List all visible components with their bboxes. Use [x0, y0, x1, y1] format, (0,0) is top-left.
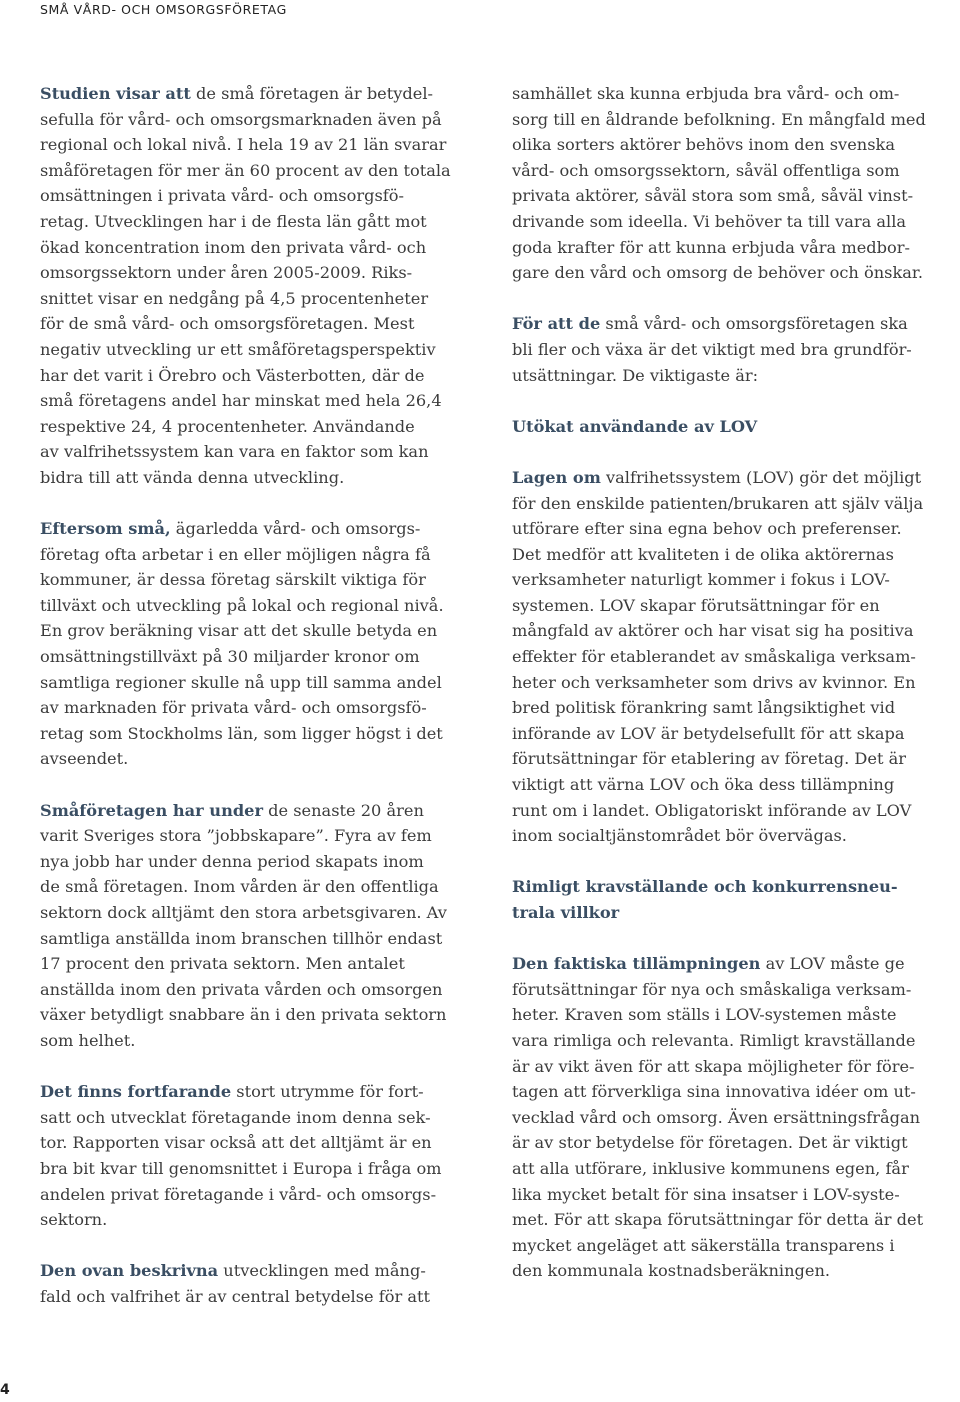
body-text: av marknaden för privata vård- och omsorgsfö-	[40, 698, 427, 718]
body-text: av valfrihetssystem kan vara en faktor som kan	[40, 442, 429, 462]
text-line	[512, 81, 960, 107]
text-line	[40, 746, 490, 772]
body-text: satt och utvecklat företagande inom denna sek-	[40, 1107, 431, 1127]
text-line	[40, 670, 490, 696]
body-text: Det medför att kvaliteten i de olika aktörernas	[512, 544, 894, 564]
text-line	[40, 158, 490, 184]
body-text: respektive 24, 4 procentenheter. Användande	[40, 416, 415, 436]
lead-in: Den faktiska tillämpningen	[512, 954, 761, 974]
text-line	[40, 1258, 490, 1284]
body-text: nya jobb har under denna period skapats inom	[40, 851, 424, 871]
text-line	[40, 823, 490, 849]
paragraph	[512, 81, 960, 286]
text-line	[512, 491, 960, 517]
body-text: heter. Kraven som ställs i LOV-systemen måste	[512, 1005, 897, 1025]
text-line	[512, 823, 960, 849]
text-line	[512, 951, 960, 977]
lead-in: Lagen om	[512, 467, 601, 487]
text-line	[40, 183, 490, 209]
text-line	[512, 772, 960, 798]
paragraph	[512, 951, 960, 1284]
lead-in: Småföretagen har under	[40, 800, 263, 820]
text-line	[512, 337, 960, 363]
body-text: stort utrymme för fort-	[231, 1082, 424, 1102]
text-line	[512, 107, 960, 133]
body-text: goda krafter för att kunna erbjuda våra medbor-	[512, 237, 910, 257]
body-text: den kommunala kostnadsberäkningen.	[512, 1261, 831, 1281]
body-text: förutsättningar för etablering av företag. Det är	[512, 749, 907, 769]
text-line	[512, 1207, 960, 1233]
text-line	[40, 286, 490, 312]
text-line	[512, 1130, 960, 1156]
body-text: utsättningar. De viktigaste är:	[512, 365, 759, 385]
body-text: samhället ska kunna erbjuda bra vård- och om-	[512, 84, 900, 103]
body-text: växer betydligt snabbare än i den privata sektorn	[40, 1005, 447, 1025]
page-number: 4	[0, 1382, 10, 1398]
text-line	[40, 849, 490, 875]
text-line	[40, 542, 490, 568]
text-line	[512, 695, 960, 721]
body-text: privata aktörer, såväl stora som små, såväl vinst-	[512, 186, 914, 206]
body-text: samtliga anställda inom branschen tillhör endast	[40, 928, 443, 948]
body-text: samtliga regioner skulle nå upp till samma andel	[40, 672, 442, 692]
body-text: små företagens andel har minskat med hela 26,4	[40, 391, 442, 411]
text-line	[40, 618, 490, 644]
paragraph	[512, 311, 960, 388]
text-line	[40, 1207, 490, 1233]
text-line	[512, 567, 960, 593]
body-text: viktigt att värna LOV och öka dess tillämpning	[512, 775, 895, 795]
body-text: vecklad vård och omsorg. Även ersättningsfrågan	[512, 1107, 921, 1127]
body-text: att alla utförare, inklusive kommunens egen, får	[512, 1158, 909, 1178]
body-text: anställda inom den privata vården och omsorgen	[40, 979, 443, 999]
text-line	[40, 951, 490, 977]
body-text: vård- och omsorgssektorn, såväl offentliga som	[512, 160, 900, 180]
text-line	[512, 1079, 960, 1105]
text-line	[512, 1002, 960, 1028]
text-line	[512, 363, 960, 389]
body-text: mycket angeläget att säkerställa transparens i	[512, 1235, 895, 1255]
body-text: inom socialtjänstområdet bör övervägas.	[512, 826, 847, 846]
text-line	[40, 311, 490, 337]
paragraph	[512, 465, 960, 849]
text-line	[40, 260, 490, 286]
body-text: införande av LOV är betydelsefullt för att skapa	[512, 723, 905, 743]
text-line	[512, 798, 960, 824]
text-line	[512, 183, 960, 209]
text-line	[40, 900, 490, 926]
body-text: retag som Stockholms län, som ligger högst i det	[40, 723, 443, 743]
text-line	[512, 977, 960, 1003]
text-line	[40, 695, 490, 721]
text-line	[512, 516, 960, 542]
body-text: småföretagen för mer än 60 procent av den totala	[40, 160, 451, 180]
text-line	[40, 1182, 490, 1208]
body-text: utvecklingen med mång-	[218, 1261, 426, 1281]
paragraph	[40, 1258, 490, 1309]
text-line	[512, 593, 960, 619]
right-column	[512, 81, 960, 1310]
text-line	[40, 1284, 490, 1310]
section-heading	[512, 874, 960, 925]
body-text: valfrihetssystem (LOV) gör det möjligt	[600, 467, 922, 487]
lead-in: Det finns fortfarande	[40, 1082, 232, 1102]
body-text: ägarledda vård- och omsorgs-	[170, 519, 421, 539]
text-line	[40, 644, 490, 670]
body-text: är av vikt även för att skapa möjligheter för före-	[512, 1056, 915, 1076]
text-line	[40, 1002, 490, 1028]
body-text: omsorgssektorn under åren 2005-2009. Riks-	[40, 263, 413, 283]
body-text: sektorn dock alltjämt den stora arbetsgivaren. Av	[40, 903, 447, 922]
text-line	[512, 311, 960, 337]
text-line	[40, 1079, 490, 1105]
text-line	[512, 235, 960, 261]
body-text: systemen. LOV skapar förutsättningar för en	[512, 595, 880, 615]
body-text: de små företagen. Inom vården är den offentliga	[40, 877, 439, 897]
text-line	[512, 670, 960, 696]
body-text: små vård- och omsorgsföretagen ska	[600, 314, 908, 334]
left-column	[40, 81, 490, 1335]
text-line	[40, 414, 490, 440]
body-text: förutsättningar för nya och småskaliga verksam-	[512, 979, 912, 999]
body-text: för de små vård- och omsorgsföretagen. Mest	[40, 314, 415, 334]
text-line	[40, 721, 490, 747]
body-text: tor. Rapporten visar också att det alltjämt är en	[40, 1133, 432, 1153]
body-text: de senaste 20 åren	[263, 800, 424, 820]
text-line	[40, 388, 490, 414]
paragraph	[40, 798, 490, 1054]
body-text: av LOV måste ge	[760, 954, 905, 974]
heading-line: trala villkor	[512, 903, 620, 922]
text-line	[512, 1156, 960, 1182]
text-line	[40, 132, 490, 158]
body-text: omsättningstillväxt på 30 miljarder kronor om	[40, 647, 420, 667]
body-text: sektorn.	[40, 1210, 108, 1230]
body-text: bidra till att vända denna utveckling.	[40, 467, 345, 487]
text-line	[40, 1105, 490, 1131]
body-text: kommuner, är dessa företag särskilt viktiga för	[40, 570, 426, 590]
body-text: för den enskilde patienten/brukaren att själv välja	[512, 493, 924, 513]
body-text: snittet visar en nedgång på 4,5 procentenheter	[40, 288, 429, 308]
text-line	[512, 721, 960, 747]
text-line	[40, 337, 490, 363]
text-line	[512, 260, 960, 286]
text-line	[512, 1258, 960, 1284]
text-line	[40, 798, 490, 824]
body-text: ökad koncentration inom den privata vård- och	[40, 237, 427, 257]
body-text: regional och lokal nivå. I hela 19 av 21 län svarar	[40, 135, 447, 155]
body-text: sefulla för vård- och omsorgsmarknaden även på	[40, 109, 442, 129]
body-text: mångfald av aktörer och har visat sig ha positiva	[512, 621, 914, 641]
lead-in: Den ovan beskrivna	[40, 1261, 219, 1281]
lead-in: För att de	[512, 314, 601, 334]
text-line	[512, 542, 960, 568]
section-heading	[512, 414, 960, 440]
text-line	[40, 107, 490, 133]
body-text: verksamheter naturligt kommer i fokus i LOV-	[512, 570, 890, 590]
running-header: SMÅ VÅRD- OCH OMSORGSFÖRETAG	[40, 2, 287, 17]
body-text: bra bit kvar till genomsnittet i Europa i fråga om	[40, 1158, 442, 1178]
text-line	[512, 209, 960, 235]
body-text: effekter för etablerandet av småskaliga verksam-	[512, 647, 916, 667]
body-text: bred politisk förankring samt långsiktighet vid	[512, 698, 896, 718]
heading-line: Rimligt kravställande och konkurrensneu-	[512, 877, 898, 897]
text-line	[512, 1105, 960, 1131]
body-text: omsättningen i privata vård- och omsorgsfö-	[40, 186, 404, 206]
body-text: är av stor betydelse för företagen. Det är viktigt	[512, 1133, 908, 1153]
body-text: avseendet.	[40, 749, 129, 769]
text-line	[40, 567, 490, 593]
body-text: har det varit i Örebro och Västerbotten, där de	[40, 365, 425, 385]
text-line	[512, 132, 960, 158]
body-text: gare den vård och omsorg de behöver och önskar.	[512, 263, 924, 283]
body-text: bli fler och växa är det viktigt med bra grundför-	[512, 339, 912, 359]
lead-in: Studien visar att	[40, 84, 191, 103]
text-line	[40, 1130, 490, 1156]
body-text: drivande som ideella. Vi behöver ta till vara alla	[512, 211, 907, 231]
text-line	[40, 465, 490, 491]
lead-in: Eftersom små,	[40, 519, 171, 539]
text-line	[512, 1182, 960, 1208]
body-text: retag. Utvecklingen har i de flesta län gått mot	[40, 211, 427, 231]
body-text: som helhet.	[40, 1030, 136, 1050]
text-line	[40, 235, 490, 261]
paragraph	[40, 81, 490, 491]
heading-line: Utökat användande av LOV	[512, 416, 758, 436]
text-line	[40, 81, 490, 107]
text-line	[40, 516, 490, 542]
text-line	[40, 1028, 490, 1054]
body-text: lika mycket betalt för sina insatser i LOV-syste-	[512, 1184, 900, 1204]
body-text: olika sorters aktörer behövs inom den svenska	[512, 135, 895, 155]
text-line	[40, 439, 490, 465]
text-line	[40, 593, 490, 619]
paragraph	[40, 516, 490, 772]
body-text: runt om i landet. Obligatoriskt införande av LOV	[512, 800, 912, 820]
text-line	[512, 618, 960, 644]
body-text: sorg till en åldrande befolkning. En mångfald med	[512, 109, 926, 129]
body-text: 17 procent den privata sektorn. Men antalet	[40, 954, 405, 974]
text-line	[512, 465, 960, 491]
body-text: vara rimliga och relevanta. Rimligt kravställande	[512, 1030, 916, 1050]
body-text: andelen privat företagande i vård- och omsorgs-	[40, 1184, 437, 1204]
body-text: tagen att förverkliga sina innovativa idéer om ut-	[512, 1082, 916, 1102]
body-text: varit Sveriges stora ”jobbskapare”. Fyra av fem	[40, 826, 432, 846]
text-line	[512, 1233, 960, 1259]
text-line	[40, 977, 490, 1003]
text-line	[512, 746, 960, 772]
text-line	[40, 1156, 490, 1182]
body-text: negativ utveckling ur ett småföretagsperspektiv	[40, 339, 436, 359]
text-line	[512, 1054, 960, 1080]
body-text: fald och valfrihet är av central betydelse för att	[40, 1286, 431, 1306]
body-text: met. För att skapa förutsättningar för detta är det	[512, 1210, 924, 1230]
text-line	[512, 158, 960, 184]
text-line	[40, 209, 490, 235]
body-text: utförare efter sina egna behov och preferenser.	[512, 519, 902, 539]
body-text: tillväxt och utveckling på lokal och regional nivå.	[40, 595, 444, 615]
body-text: företag ofta arbetar i en eller möjligen några få	[40, 544, 431, 564]
body-text: heter och verksamheter som drivs av kvinnor. En	[512, 672, 916, 692]
text-line	[512, 644, 960, 670]
text-line	[40, 874, 490, 900]
text-line	[40, 926, 490, 952]
body-text: En grov beräkning visar att det skulle betyda en	[40, 621, 438, 641]
text-line	[512, 1028, 960, 1054]
body-text: de små företagen är betydel-	[190, 84, 433, 103]
paragraph	[40, 1079, 490, 1233]
text-line	[40, 363, 490, 389]
